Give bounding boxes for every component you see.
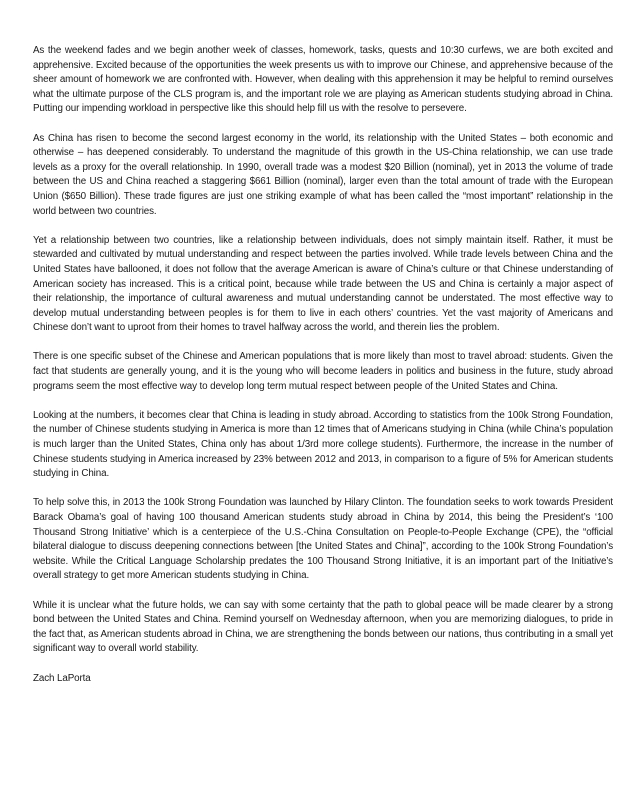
paragraph-foundation: To help solve this, in 2013 the 100k Strong Foundation was launched by Hilary Clinton. The foundation seeks to work towards President Barack Obama’s goal of having 100 thousand American students study abroad in China by 2014, this being the President’s ‘100 Thousand Strong Initiative’ which is a centerpiece of the U.S.-China Consultation on People-to-People Exchange (CPE), the “official bilateral dialogue to discuss deepening connections between [the United States and China]”, according to the 100k Strong Foundation’s website. While the Critical Language Scholarship predates the 100 Thousand Strong Initiative, it is an important part of the Initiative’s overall strategy to get more American students studying in China. xyxy=(33,497,613,582)
paragraph-relationship: Yet a relationship between two countries, like a relationship between individuals, does not simply maintain itself. Rather, it must be stewarded and cultivated by mutual understanding and respect between the parties involved. While trade levels between China and the United States have ballooned, it does not follow that the average American is aware of China’s culture or that Chinese understanding of American society has increased. This is a critical point, because while trade between the US and China is certainly a major aspect of their relationship, the importance of cultural awareness and mutual understanding cannot be understated. The most effective way to develop mutual understanding between peoples is for them to live in each others’ countries. Yet the vast majority of Americans and Chinese don’t want to uproot from their homes to travel halfway across the world, and therein lies the problem. xyxy=(33,234,613,334)
paragraph-intro: As the weekend fades and we begin another week of classes, homework, tasks, quests and 10:30 curfews, we are both excited and apprehensive. Excited because of the opportunities the week presents us with to improve our Chinese, and apprehensive because of the sheer amount of homework we are confronted with. However, when dealing with this apprehension it may be helpful to remind ourselves what the ultimate purpose of the CLS program is, and the important role we are playing as American students studying abroad in China. Putting our impending workload in perspective like this should help fill us with the resolve to persevere. xyxy=(33,45,613,115)
paragraph-trade: As China has risen to become the second largest economy in the world, its relationship with the United States – both economic and otherwise – has deepened considerably. To understand the magnitude of this growth in the US-China relationship, we can use trade levels as a proxy for the overall relationship. In 1990, overall trade was a modest $20 Billion (nominal), yet in 2013 the volume of trade between the US and China reached a staggering $661 Billion (nominal), larger even than the total amount of trade with the European Union ($650 Billion). These trade figures are just one striking example of what has been called the “most important” relationship in the world between two countries. xyxy=(33,132,613,217)
paragraph-numbers: Looking at the numbers, it becomes clear that China is leading in study abroad. According to statistics from the 100k Strong Foundation, the number of Chinese students studying in America is more than 12 times that of Americans studying in China (while China’s population is much larger than the United States, China only has about 1/3rd more college students). Furthermore, the increase in the number of Chinese students studying in America increased by 23% between 2012 and 2013, in comparison to a figure of 5% for American students studying in China. xyxy=(33,409,613,480)
paragraph-conclusion: While it is unclear what the future holds, we can say with some certainty that the path to global peace will be made clearer by a strong bond between the United States and China. Remind yourself on Wednesday afternoon, when you are memorizing dialogues, to pride in the fact that, as American students abroad in China, we are strengthening the bonds between our nations, thus contributing in a small yet significant way to overall world stability. xyxy=(33,599,613,655)
paragraph-students: There is one specific subset of the Chinese and American populations that is more likely than most to travel abroad: students. Given the fact that students are generally young, and it is the young who will become leaders in politics and business in the future, study abroad programs seem the most effective way to develop long term mutual respect between people of the United States and China. xyxy=(33,351,613,392)
author-signature: Zach LaPorta xyxy=(33,672,91,684)
document-page xyxy=(33,44,613,686)
